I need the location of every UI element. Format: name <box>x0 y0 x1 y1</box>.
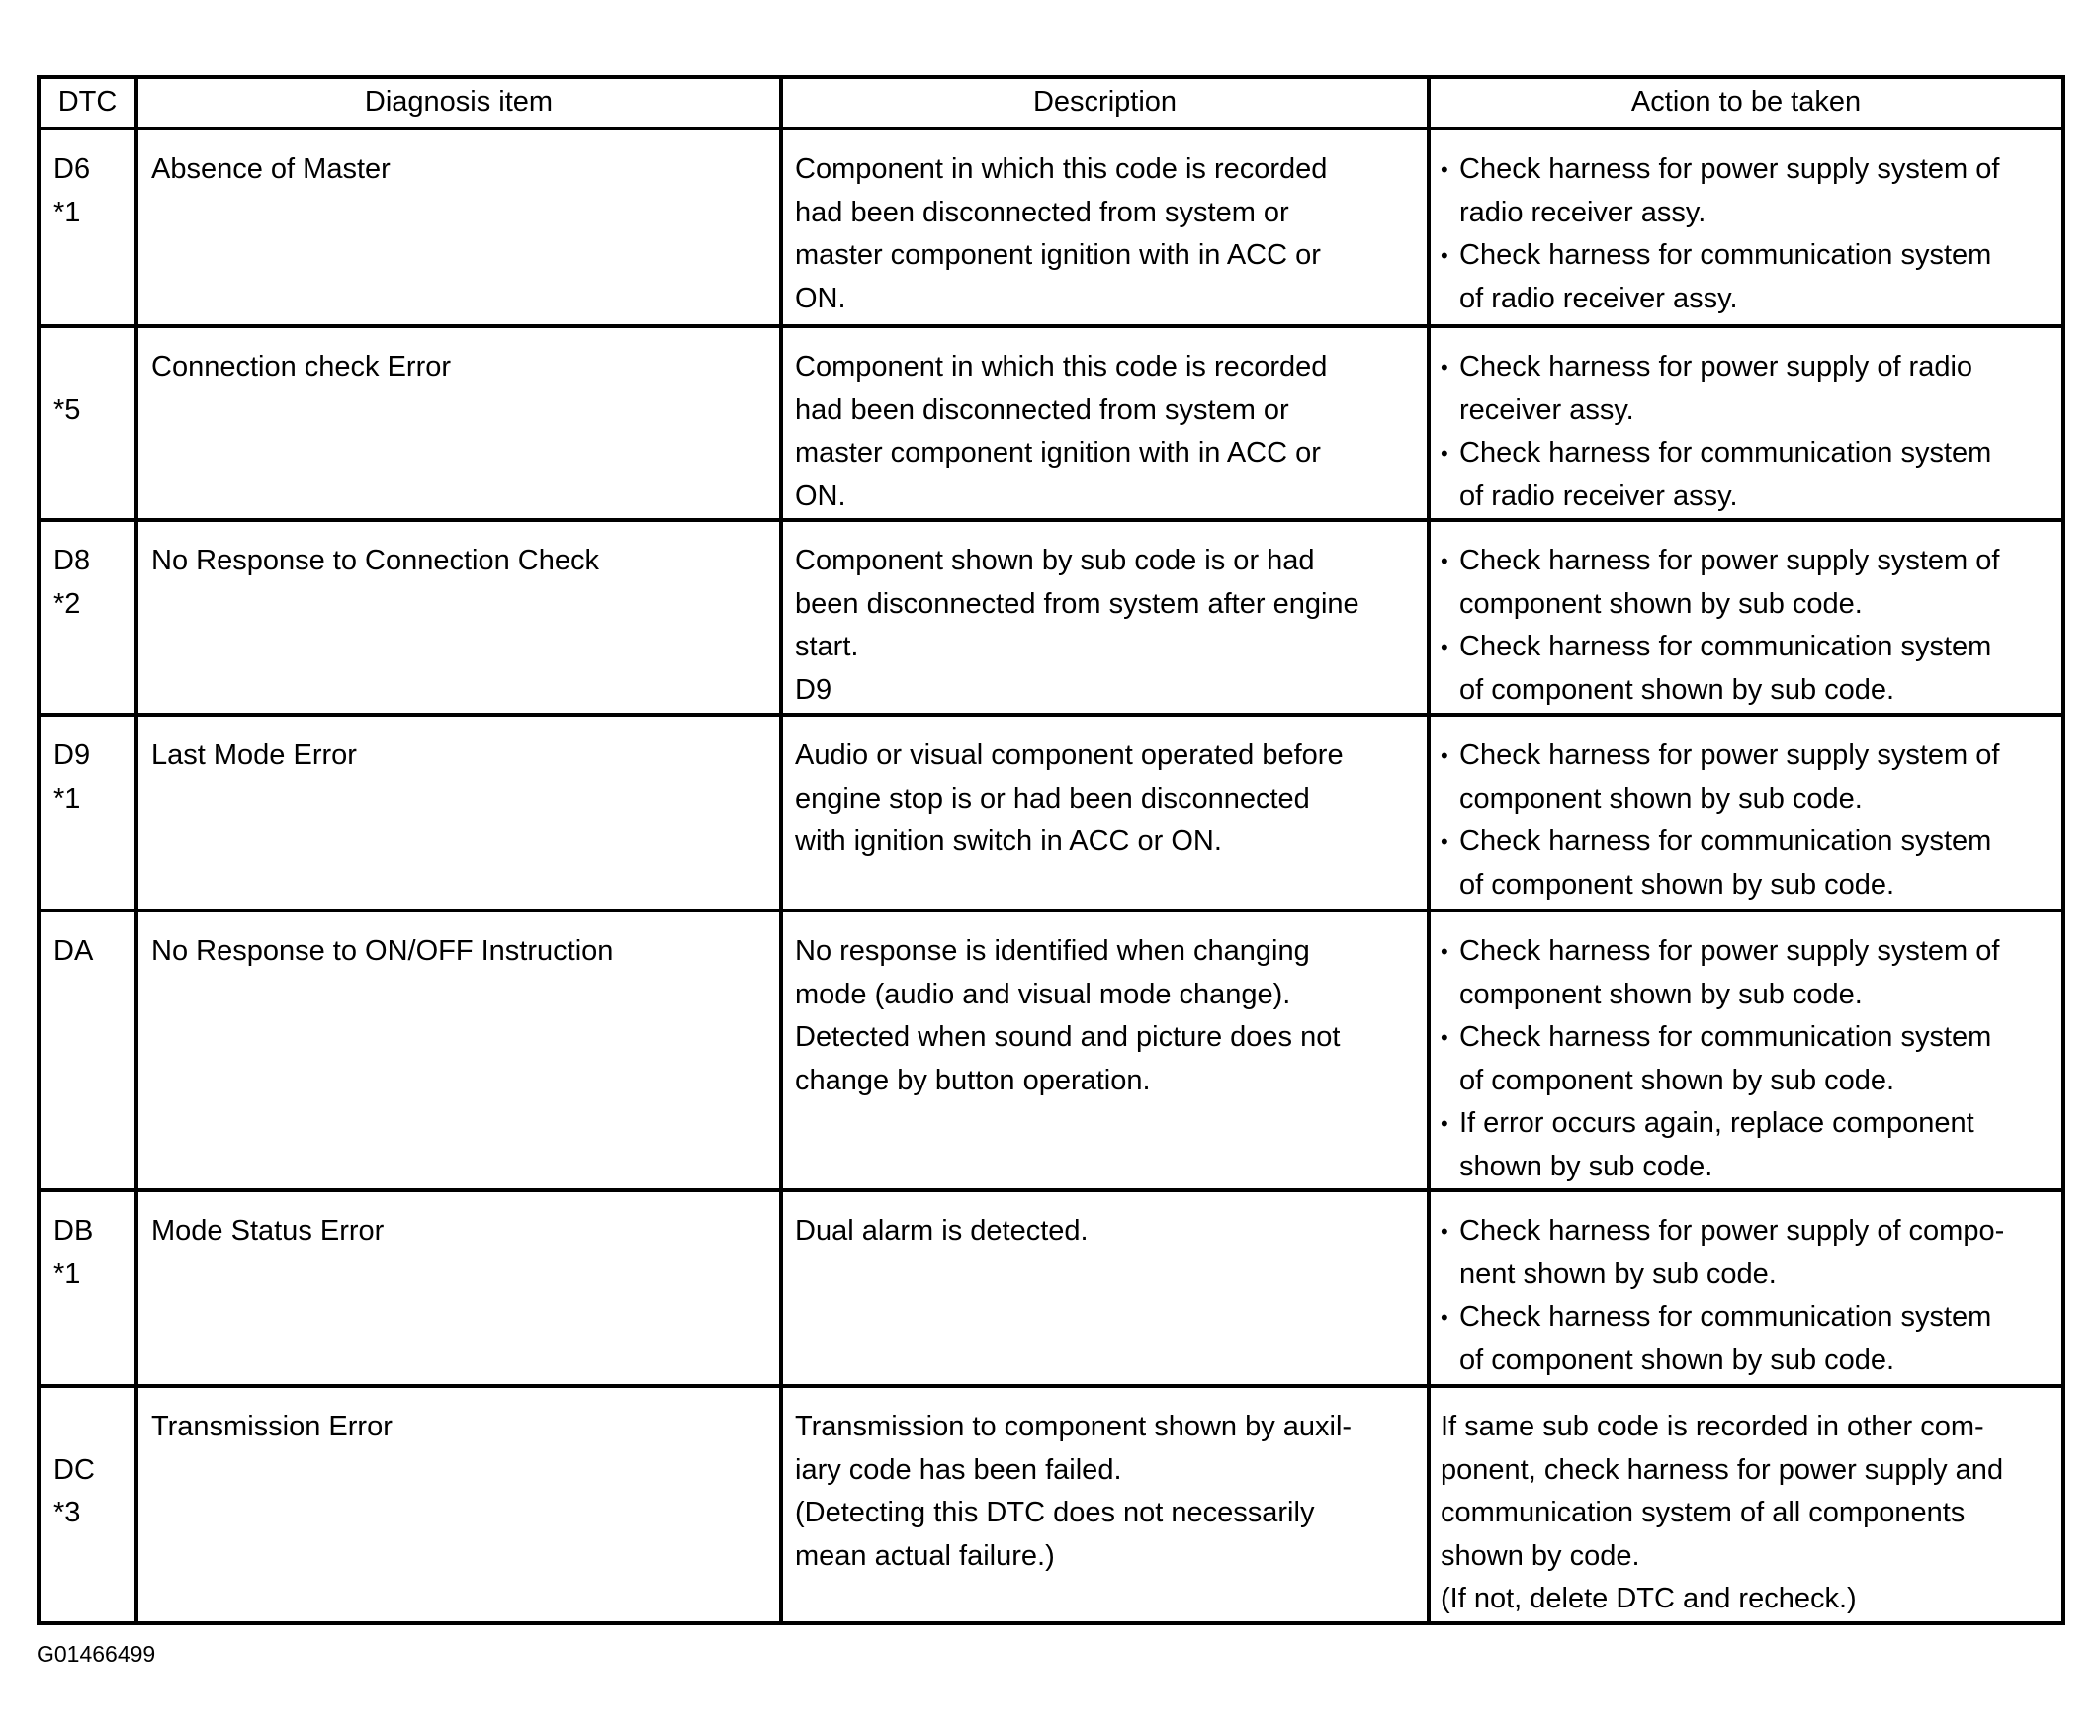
header-diagnosis-item: Diagnosis item <box>136 77 781 129</box>
diagnosis-item-cell <box>136 911 781 1190</box>
action-text: Check harness for power supply system of <box>1459 935 2000 967</box>
dtc-code: D9 <box>53 739 91 771</box>
dtc-note: *2 <box>53 587 81 620</box>
action-text: of radio receiver assy. <box>1459 282 1738 314</box>
dtc-note: *3 <box>53 1497 81 1528</box>
action-text: receiver assy. <box>1459 393 1634 426</box>
description-line: change by button operation. <box>795 1064 1151 1096</box>
dtc-note: DC <box>53 1453 95 1486</box>
dtc-code <box>53 346 134 390</box>
action-text: Check harness for power supply system of <box>1459 545 2000 576</box>
bullet-icon: • <box>1441 1305 1448 1330</box>
action-text: of radio receiver assy. <box>1459 479 1738 512</box>
diagnosis-item-text: Mode Status Error <box>151 1215 385 1247</box>
table-header-row <box>39 77 2063 129</box>
action-cell <box>1429 520 2063 715</box>
bullet-icon: • <box>1441 829 1448 854</box>
description-cell <box>781 715 1429 911</box>
action-text: Check harness for power supply system of <box>1459 739 2000 771</box>
action-bullet-item <box>1441 148 2057 192</box>
bullet-icon: • <box>1441 1219 1448 1244</box>
action-bullet-item <box>1441 821 2057 864</box>
description-line: engine stop is or had been disconnected <box>795 782 1310 815</box>
action-text: shown by sub code. <box>1459 1150 1713 1182</box>
dtc-note: *1 <box>53 782 81 815</box>
action-text: If same sub code is recorded in other com- <box>1441 1411 1984 1442</box>
description-line: with ignition switch in ACC or ON. <box>795 825 1222 857</box>
description-line: start. <box>795 631 859 662</box>
action-bullet-item <box>1441 1296 2057 1340</box>
bullet-icon: • <box>1441 441 1448 466</box>
diagnosis-item-text: No Response to ON/OFF Instruction <box>151 935 614 967</box>
diagnosis-item-cell <box>136 1386 781 1623</box>
action-bullet-item <box>1441 1210 2057 1254</box>
dtc-cell <box>39 326 136 520</box>
action-bullet-item <box>1441 735 2057 778</box>
bullet-icon: • <box>1441 939 1448 964</box>
action-text: nent shown by sub code. <box>1459 1258 1777 1290</box>
description-line: Detected when sound and picture does not <box>795 1021 1341 1053</box>
description-cell <box>781 1386 1429 1623</box>
description-cell <box>781 326 1429 520</box>
action-text: radio receiver assy. <box>1459 196 1706 228</box>
action-cell <box>1429 1190 2063 1386</box>
description-line: Component in which this code is recorded <box>795 153 1328 185</box>
diagnosis-item-cell <box>136 715 781 911</box>
action-cell <box>1429 1386 2063 1623</box>
description-line: Component in which this code is recorded <box>795 351 1328 383</box>
action-text: component shown by sub code. <box>1459 587 1863 620</box>
diagnosis-item-cell <box>136 520 781 715</box>
description-line: master component ignition with in ACC or <box>795 239 1321 271</box>
action-text: of component shown by sub code. <box>1459 1344 1895 1376</box>
description-line: had been disconnected from system or <box>795 393 1289 426</box>
table-row <box>39 520 2063 715</box>
action-text: Check harness for power supply of compo- <box>1459 1215 2005 1247</box>
table-row <box>39 1386 2063 1623</box>
diagnosis-item-text: No Response to Connection Check <box>151 545 599 576</box>
dtc-note: *1 <box>53 196 81 228</box>
action-text: Check harness for communication system <box>1459 631 1992 662</box>
action-text: shown by code. <box>1441 1539 1640 1572</box>
diagnosis-item-text: Connection check Error <box>151 351 452 383</box>
diagnosis-item-text: Transmission Error <box>151 1411 393 1442</box>
diagnosis-item-cell <box>136 326 781 520</box>
dtc-note: *1 <box>53 1258 81 1290</box>
table-row <box>39 715 2063 911</box>
description-cell <box>781 911 1429 1190</box>
diagnosis-item-text: Last Mode Error <box>151 739 357 771</box>
description-cell <box>781 520 1429 715</box>
dtc-code: D8 <box>53 545 91 576</box>
dtc-code <box>53 1406 134 1449</box>
bullet-icon: • <box>1441 635 1448 659</box>
description-line: mean actual failure.) <box>795 1539 1055 1572</box>
description-line: master component ignition with in ACC or <box>795 437 1321 469</box>
action-text: communication system of all components <box>1441 1497 1966 1528</box>
diagnosis-item-text: Absence of Master <box>151 153 391 185</box>
action-text: component shown by sub code. <box>1459 978 1863 1010</box>
action-bullet-item <box>1441 432 2057 476</box>
action-bullet-item <box>1441 626 2057 669</box>
bullet-icon: • <box>1441 1111 1448 1136</box>
action-text: of component shown by sub code. <box>1459 1064 1895 1096</box>
dtc-cell <box>39 1386 136 1623</box>
figure-id-caption: G01466499 <box>37 1641 156 1667</box>
action-cell <box>1429 715 2063 911</box>
header-description: Description <box>781 77 1429 129</box>
action-cell <box>1429 326 2063 520</box>
bullet-icon: • <box>1441 1025 1448 1050</box>
bullet-icon: • <box>1441 157 1448 182</box>
description-line: No response is identified when changing <box>795 935 1310 967</box>
dtc-table <box>37 75 2065 1625</box>
bullet-icon: • <box>1441 355 1448 380</box>
description-line: ON. <box>795 479 846 512</box>
description-line: had been disconnected from system or <box>795 196 1289 228</box>
action-text: If error occurs again, replace component <box>1459 1107 1974 1139</box>
action-cell <box>1429 129 2063 326</box>
action-text: of component shown by sub code. <box>1459 868 1895 901</box>
description-line: mode (audio and visual mode change). <box>795 978 1291 1010</box>
table-row <box>39 1190 2063 1386</box>
action-text: Check harness for power supply system of <box>1459 153 2000 185</box>
header-action: Action to be taken <box>1429 77 2063 129</box>
diagnosis-item-cell <box>136 1190 781 1386</box>
table-row <box>39 911 2063 1190</box>
dtc-cell <box>39 715 136 911</box>
description-cell <box>781 129 1429 326</box>
action-bullet-item <box>1441 1016 2057 1060</box>
description-line: Audio or visual component operated before <box>795 739 1344 771</box>
action-text: ponent, check harness for power supply and <box>1441 1453 2004 1486</box>
dtc-cell <box>39 520 136 715</box>
action-bullet-item <box>1441 346 2057 390</box>
description-line: iary code has been failed. <box>795 1453 1122 1486</box>
action-bullet-item <box>1441 234 2057 278</box>
description-line: (Detecting this DTC does not necessarily <box>795 1497 1315 1528</box>
description-line: Dual alarm is detected. <box>795 1215 1089 1247</box>
action-text: component shown by sub code. <box>1459 782 1863 815</box>
table-row <box>39 326 2063 520</box>
bullet-icon: • <box>1441 243 1448 268</box>
action-text: Check harness for communication system <box>1459 1021 1992 1053</box>
dtc-code: D6 <box>53 153 91 185</box>
description-line: been disconnected from system after engine <box>795 587 1359 620</box>
description-line: Component shown by sub code is or had <box>795 545 1315 576</box>
description-line: ON. <box>795 282 846 314</box>
description-cell <box>781 1190 1429 1386</box>
action-bullet-item <box>1441 1102 2057 1146</box>
dtc-code: DA <box>53 935 94 967</box>
bullet-icon: • <box>1441 549 1448 573</box>
action-text: Check harness for communication system <box>1459 1301 1992 1333</box>
bullet-icon: • <box>1441 743 1448 768</box>
diagnosis-item-cell <box>136 129 781 326</box>
action-text: (If not, delete DTC and recheck.) <box>1441 1583 1857 1614</box>
action-text: of component shown by sub code. <box>1459 673 1895 706</box>
action-text: Check harness for communication system <box>1459 825 1992 857</box>
description-line: Transmission to component shown by auxil- <box>795 1411 1353 1442</box>
dtc-cell <box>39 1190 136 1386</box>
description-line: D9 <box>795 673 832 706</box>
table-row <box>39 129 2063 326</box>
action-text: Check harness for communication system <box>1459 239 1992 271</box>
action-text: Check harness for power supply of radio <box>1459 351 1973 383</box>
dtc-code: DB <box>53 1215 94 1247</box>
dtc-cell <box>39 911 136 1190</box>
dtc-note: *5 <box>53 393 81 426</box>
action-cell <box>1429 911 2063 1190</box>
action-bullet-item <box>1441 930 2057 974</box>
action-bullet-item <box>1441 540 2057 583</box>
dtc-cell <box>39 129 136 326</box>
action-text: Check harness for communication system <box>1459 437 1992 469</box>
header-dtc: DTC <box>39 77 136 129</box>
